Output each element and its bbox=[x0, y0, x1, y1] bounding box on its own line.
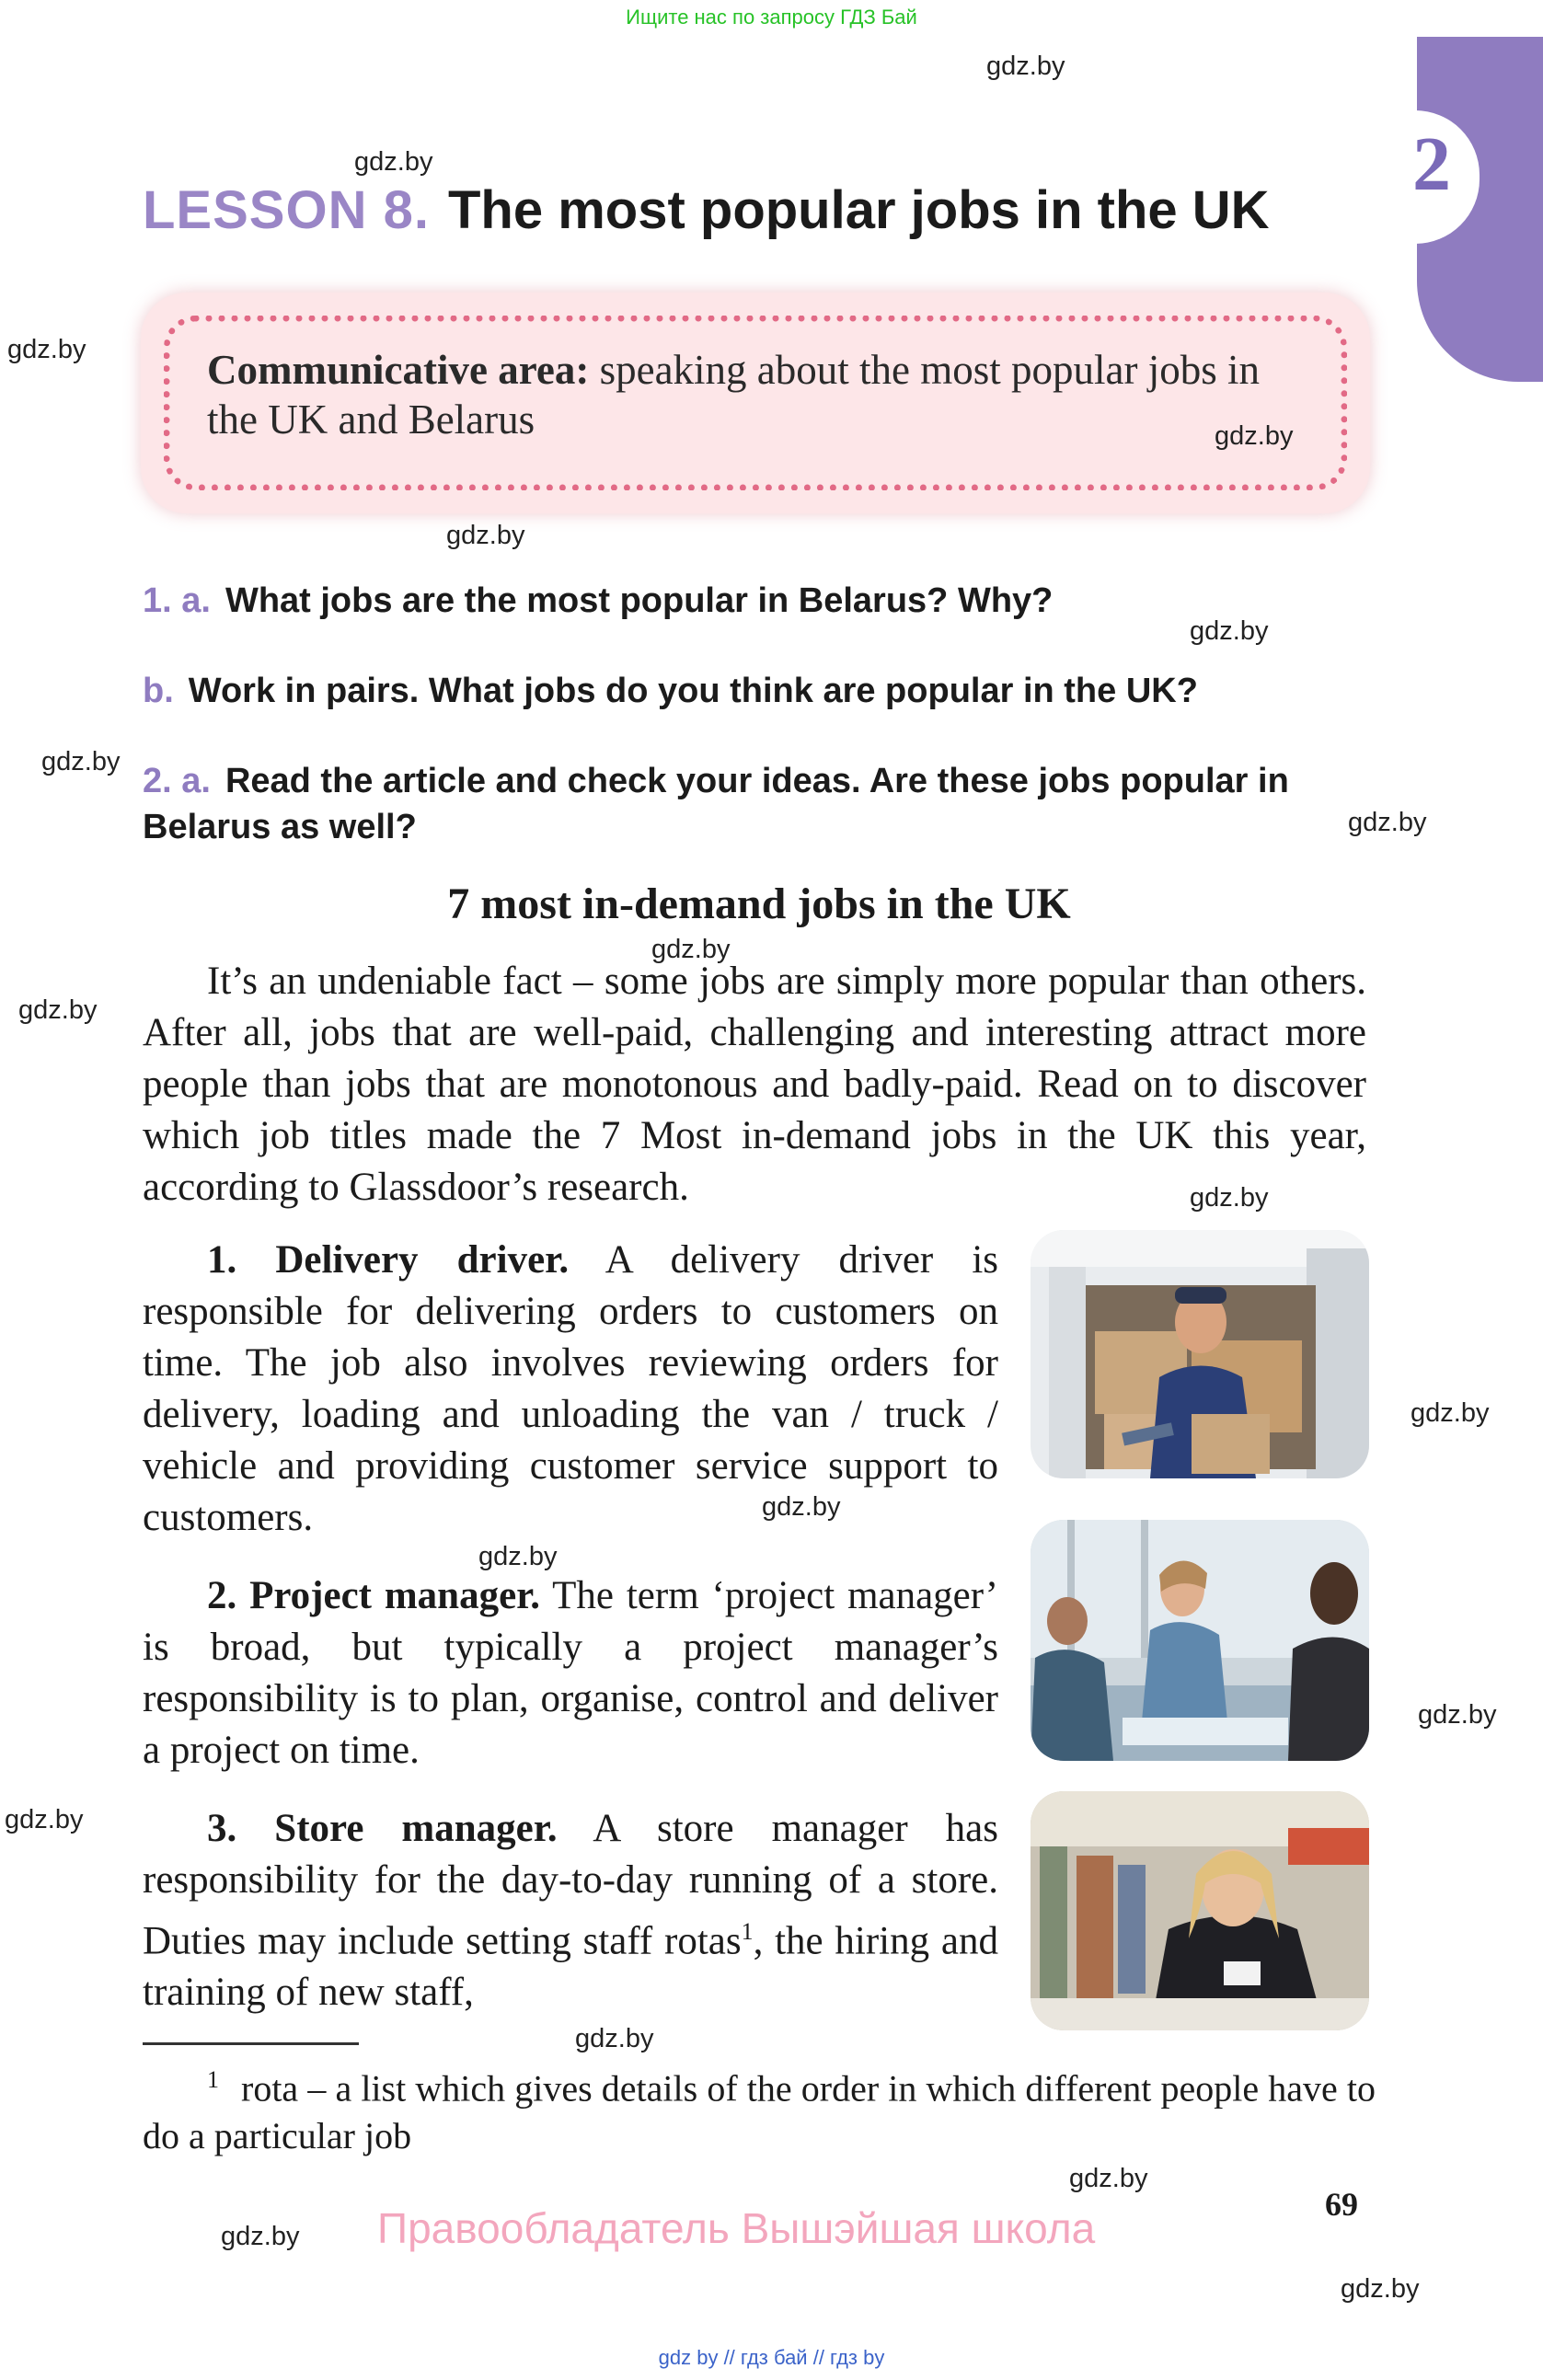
watermark: gdz.by bbox=[1341, 2274, 1420, 2304]
watermark: gdz.by bbox=[41, 747, 121, 776]
top-note: Ищите нас по запросу ГДЗ Бай bbox=[626, 6, 917, 29]
communicative-area-description: speaking about the most popular jobs in the UK and Belarus bbox=[207, 347, 1260, 443]
watermark: gdz.by bbox=[1411, 1398, 1490, 1428]
store-manager-photo bbox=[1031, 1791, 1369, 2030]
article-intro-text: It’s an undeniable fact – some jobs are simply more popular than others. After all, jobs that are well-paid, challenging and interesting attract more people than jobs that are monotonous and badly-paid. Read on to discover which job titles made the 7 Most in-demand jobs in the UK this year, according to Glassdoor’s research. bbox=[143, 960, 1366, 1209]
watermark: gdz.by bbox=[354, 147, 433, 177]
communicative-area-text bbox=[207, 345, 1311, 444]
item-text: A delivery driver is responsible for delivering orders to customers on time. The job also involves reviewing orders for delivery, loading and unloading the van / truck / vehicle and providing customer service support to customers. bbox=[143, 1238, 999, 1539]
lesson-title: The most popular jobs in the UK bbox=[447, 180, 1270, 240]
watermark: gdz.by bbox=[221, 2222, 300, 2251]
footnote-ref: 1 bbox=[741, 1918, 754, 1945]
lesson-label: LESSON 8. bbox=[143, 180, 430, 240]
watermark: gdz.by bbox=[446, 521, 525, 550]
watermark: gdz.by bbox=[1069, 2164, 1148, 2193]
article-title: 7 most in-demand jobs in the UK bbox=[447, 880, 1071, 928]
question-1b bbox=[143, 668, 1376, 714]
watermark: gdz.by bbox=[762, 1492, 841, 1522]
unit-number: 2 bbox=[1412, 121, 1451, 207]
item-heading: 2. Project manager. bbox=[207, 1574, 541, 1617]
item-heading: 3. Store manager. bbox=[207, 1807, 558, 1850]
article-item-3 bbox=[143, 1803, 998, 2018]
watermark: gdz.by bbox=[7, 335, 86, 364]
rights-holder: Правообладатель Вышэйшая школа bbox=[377, 2204, 1096, 2252]
footnote bbox=[143, 2056, 1376, 2160]
question-2a bbox=[143, 758, 1376, 850]
delivery-driver-photo bbox=[1031, 1230, 1369, 1478]
communicative-area-label: Communicative area: bbox=[207, 347, 590, 393]
question-text: What jobs are the most popular in Belarus? Why? bbox=[225, 581, 1054, 620]
watermark: gdz.by bbox=[18, 995, 98, 1025]
bottom-note: gdz by // гдз бай // гдз by bbox=[658, 2346, 885, 2369]
project-manager-photo bbox=[1031, 1520, 1369, 1761]
item-text-after: , the hiring and training of new staff, bbox=[143, 1919, 998, 2015]
question-number: b. bbox=[143, 672, 174, 710]
watermark: gdz.by bbox=[5, 1805, 84, 1834]
watermark: gdz.by bbox=[1215, 421, 1294, 451]
question-text: Work in pairs. What jobs do you think are popular in the UK? bbox=[188, 672, 1198, 710]
item-text: A store manager has responsibility for the day-to-day running of a store. Duties may include setting staff rotas bbox=[143, 1807, 998, 1963]
question-text: Read the article and check your ideas. Are these jobs popular in Belarus as well? bbox=[143, 762, 1289, 846]
footnote-mark: 1 bbox=[207, 2066, 219, 2093]
question-number: 2. a. bbox=[143, 762, 211, 800]
watermark: gdz.by bbox=[1190, 1183, 1269, 1213]
article-intro bbox=[143, 956, 1366, 1213]
watermark: gdz.by bbox=[1190, 616, 1269, 646]
watermark: gdz.by bbox=[1418, 1700, 1497, 1730]
page-number: 69 bbox=[1325, 2186, 1358, 2223]
item-heading: 1. Delivery driver. bbox=[207, 1238, 570, 1282]
article-item-1 bbox=[143, 1235, 998, 1544]
watermark: gdz.by bbox=[986, 52, 1065, 81]
question-number: 1. a. bbox=[143, 581, 211, 620]
item-text: The term ‘project manager’ is broad, but typically a project manager’s responsibility is to plan, organise, control and deliver a project on time. bbox=[143, 1574, 999, 1772]
footnote-rule bbox=[143, 2042, 359, 2045]
watermark: gdz.by bbox=[1348, 808, 1427, 837]
lesson-heading bbox=[143, 179, 1270, 241]
footnote-text: rota – a list which gives details of the order in which different people have to do a particular job bbox=[143, 2067, 1376, 2157]
watermark: gdz.by bbox=[651, 935, 731, 964]
article-item-2 bbox=[143, 1570, 998, 1776]
watermark: gdz.by bbox=[478, 1542, 558, 1571]
watermark: gdz.by bbox=[575, 2024, 654, 2053]
